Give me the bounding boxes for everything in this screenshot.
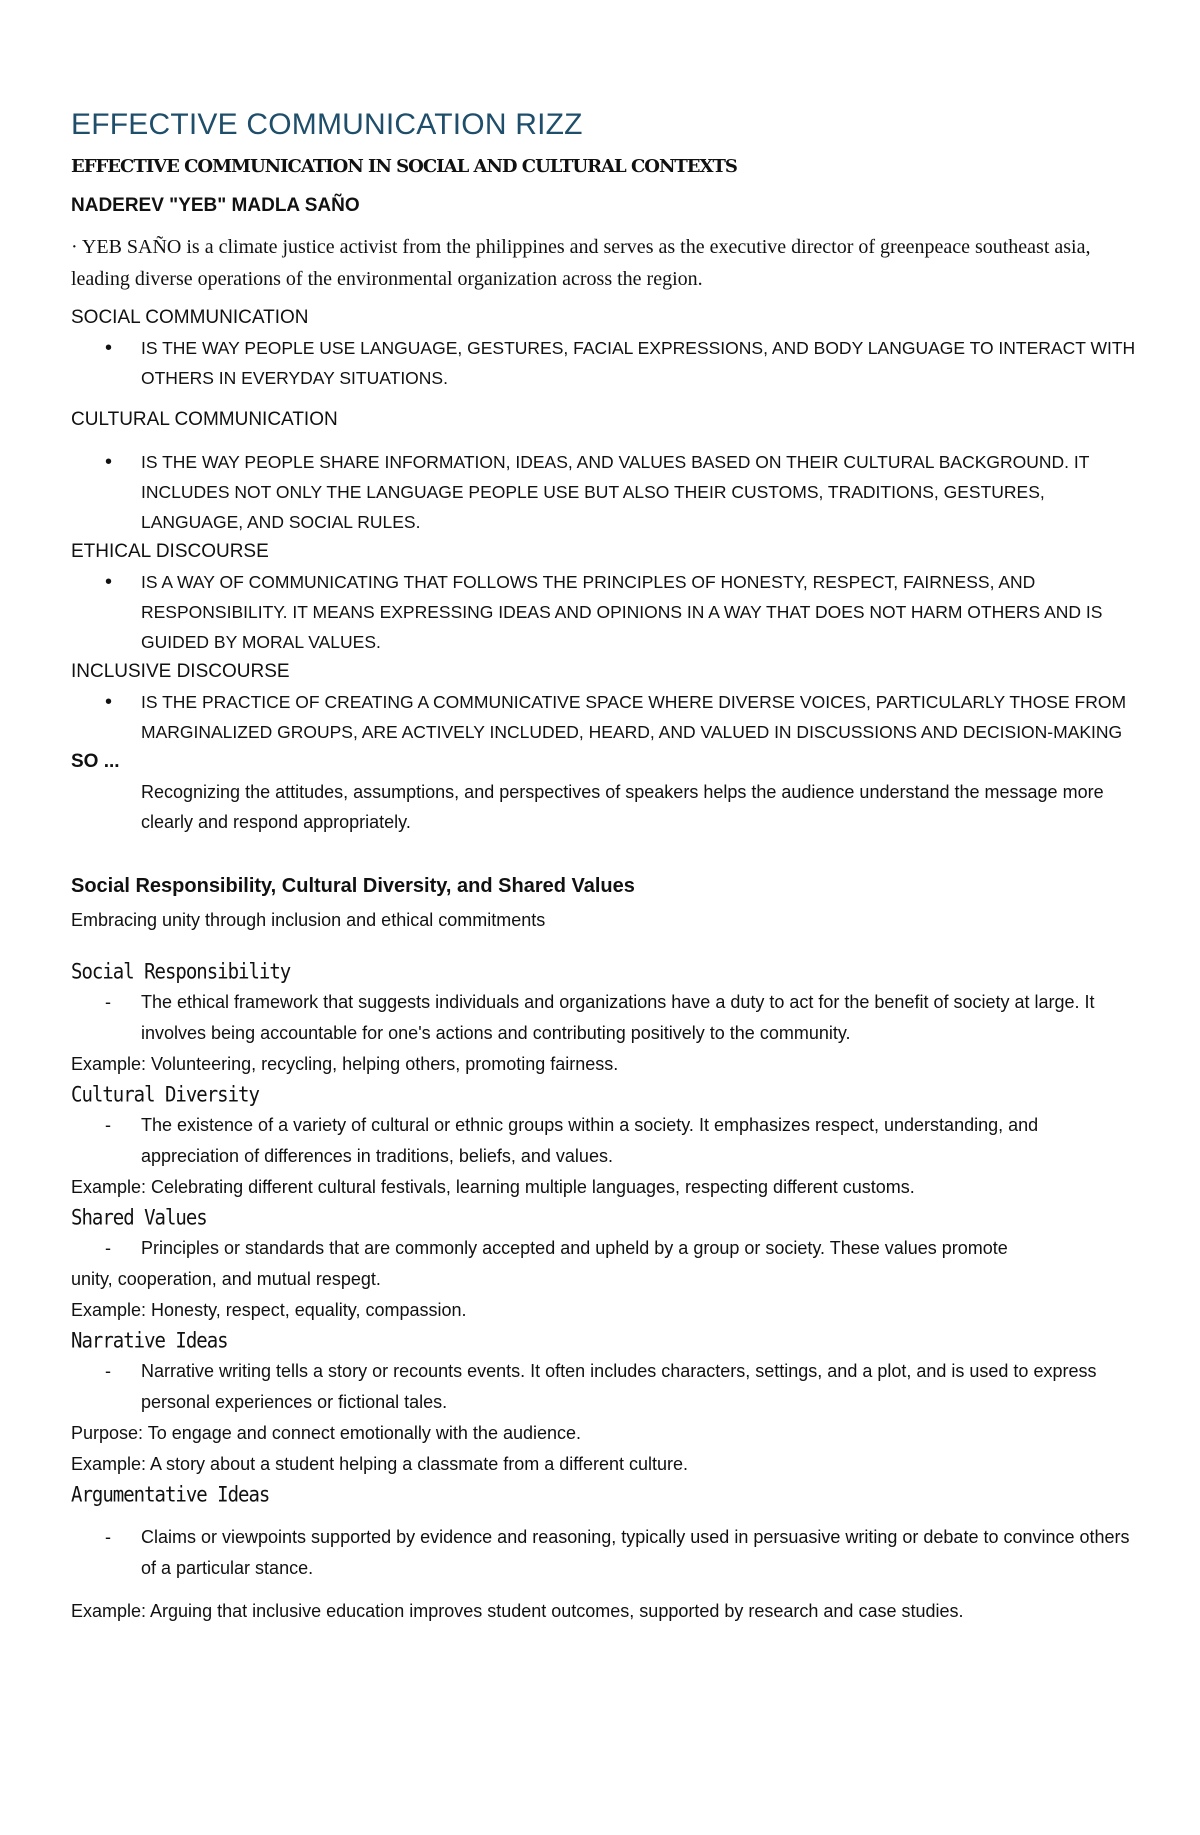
narrative-ideas-example: Example: A story about a student helping a classmate from a different culture. <box>71 1454 689 1474</box>
heading-argumentative-ideas: Argumentative Ideas <box>71 1482 270 1508</box>
heading-shared-values: Shared Values <box>71 1205 207 1231</box>
person-name: NADEREV "YEB" MADLA SAÑO <box>71 195 360 216</box>
social-communication-list <box>71 333 1141 393</box>
argumentative-ideas-example: Example: Arguing that inclusive education improves student outcomes, supported by research and case studies. <box>71 1601 964 1621</box>
values-section-title: Social Responsibility, Cultural Diversity, and Shared Values <box>71 875 635 897</box>
heading-cultural-communication: CULTURAL COMMUNICATION <box>71 409 338 430</box>
list-item: • IS THE WAY PEOPLE USE LANGUAGE, GESTURES, FACIAL EXPRESSIONS, AND BODY LANGUAGE TO INTERACT WITH OTHERS IN EVERYDAY SITUATIONS. <box>71 333 1141 393</box>
heading-cultural-diversity: Cultural Diversity <box>71 1082 259 1108</box>
heading-inclusive-discourse: INCLUSIVE DISCOURSE <box>71 661 290 682</box>
values-section-subtitle: Embracing unity through inclusion and ethical commitments <box>71 910 546 930</box>
list-item: - Claims or viewpoints supported by evidence and reasoning, typically used in persuasive writing or debate to convince others of a particular stance. <box>71 1522 1141 1584</box>
person-bio: · YEB SAÑO is a climate justice activist from the philippines and serves as the executive director of greenpeace southeast asia, leading diverse operations of the environmental organization across the region. <box>71 236 1091 290</box>
narrative-ideas-purpose: Purpose: To engage and connect emotionally with the audience. <box>71 1423 582 1443</box>
list-item: - The ethical framework that suggests individuals and organizations have a duty to act for the benefit of society at large. It involves being accountable for one's actions and contributing positively to the community. <box>71 987 1141 1049</box>
document-title: EFFECTIVE COMMUNICATION RIZZ <box>71 108 583 141</box>
so-label: SO ... <box>71 751 120 772</box>
shared-values-example: Example: Honesty, respect, equality, compassion. <box>71 1300 467 1320</box>
social-responsibility-list <box>71 987 1141 1049</box>
shared-values-continuation: unity, cooperation, and mutual respegt. <box>71 1269 381 1289</box>
heading-social-responsibility: Social Responsibility <box>71 959 291 985</box>
ethical-discourse-list <box>71 567 1141 657</box>
document-page <box>71 108 1141 1627</box>
so-text: Recognizing the attitudes, assumptions, and perspectives of speakers helps the audience understand the message more clearly and respond appropriately. <box>141 782 1104 832</box>
list-item: - Principles or standards that are commonly accepted and upheld by a group or society. These values promote <box>71 1233 1141 1264</box>
list-item: - The existence of a variety of cultural or ethnic groups within a society. It emphasizes respect, understanding, and appreciation of differences in traditions, beliefs, and values. <box>71 1110 1141 1172</box>
document-subtitle: EFFECTIVE COMMUNICATION IN SOCIAL AND CULTURAL CONTEXTS <box>71 156 737 177</box>
cultural-communication-list <box>71 447 1141 537</box>
heading-narrative-ideas: Narrative Ideas <box>71 1328 228 1354</box>
list-item: • IS A WAY OF COMMUNICATING THAT FOLLOWS THE PRINCIPLES OF HONESTY, RESPECT, FAIRNESS, AND RESPONSIBILITY. IT MEANS EXPRESSING IDEAS AND OPINIONS IN A WAY THAT DOES NOT HARM OTHERS AND IS GUIDED BY MORAL VALUES. <box>71 567 1141 657</box>
narrative-ideas-list <box>71 1356 1141 1418</box>
inclusive-discourse-list <box>71 687 1141 747</box>
cultural-diversity-example: Example: Celebrating different cultural festivals, learning multiple languages, respecting different customs. <box>71 1177 915 1197</box>
shared-values-list <box>71 1233 1141 1264</box>
argumentative-ideas-list <box>71 1522 1141 1584</box>
list-item: - Narrative writing tells a story or recounts events. It often includes characters, settings, and a plot, and is used to express personal experiences or fictional tales. <box>71 1356 1141 1418</box>
list-item: • IS THE PRACTICE OF CREATING A COMMUNICATIVE SPACE WHERE DIVERSE VOICES, PARTICULARLY THOSE FROM MARGINALIZED GROUPS, ARE ACTIVELY INCLUDED, HEARD, AND VALUED IN DISCUSSIONS AND DECISION-MAKING <box>71 687 1141 747</box>
heading-ethical-discourse: ETHICAL DISCOURSE <box>71 541 269 562</box>
list-item: • IS THE WAY PEOPLE SHARE INFORMATION, IDEAS, AND VALUES BASED ON THEIR CULTURAL BACKGROUND. IT INCLUDES NOT ONLY THE LANGUAGE PEOPLE USE BUT ALSO THEIR CUSTOMS, TRADITIONS, GESTURES, LANGUAGE, AND SOCIAL RULES. <box>71 447 1141 537</box>
heading-social-communication: SOCIAL COMMUNICATION <box>71 307 309 328</box>
cultural-diversity-list <box>71 1110 1141 1172</box>
social-responsibility-example: Example: Volunteering, recycling, helping others, promoting fairness. <box>71 1054 619 1074</box>
